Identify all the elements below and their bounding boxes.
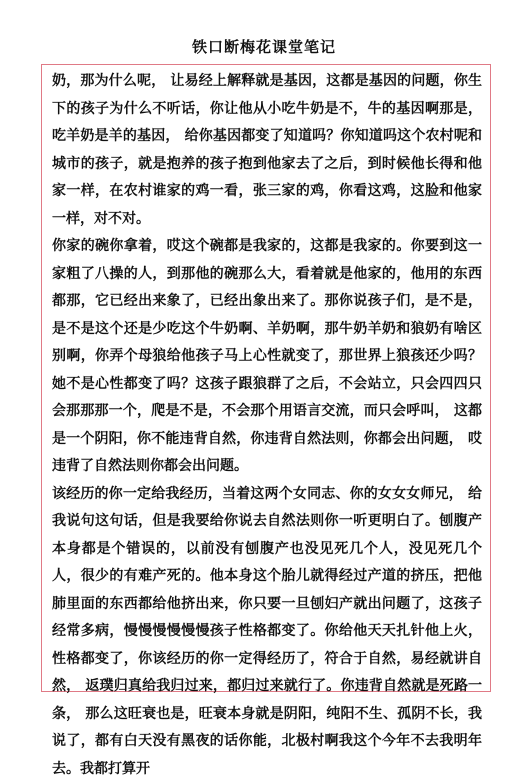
paragraph-1: 奶，那为什么呢， 让易经上解释就是基因，这都是基因的问题，你生下的孩子为什么不听话，你让他从小吃牛奶是不，牛的基因啊那是，吃羊奶是羊的基因， 给你基因都变了知道吗？你知道吗这个农村呢和城市的孩子，就是抱养的孩子抱到他家去了之后，到时候他长得和他家一样，在农村谁家的鸡一看，张三家的鸡，你看这鸡，这脸和他家一样，对不对。 [52, 68, 482, 233]
paragraph-3: 该经历的你一定给我经历，当着这两个女同志、你的女女女师兄， 给我说句这句话，但是我要给你说去自然法则你一听更明白了。刨腹产本身都是个错误的，以前没有刨腹产也没见死几个人，没见死几个人，很少的有难产死的。他本身这个胎儿就得经过产道的挤压，把他肺里面的东西都给他挤出来，你只要一旦刨妇产就出问题了，这孩子经常多病，慢慢慢慢慢慢孩子性格都变了。你给他天天扎针他上火，性格都变了，你该经历的你一定得经历了，符合于自然，易经就讲自然， 返璞归真给我归过来，都归过来就行了。你违背自然就是死路一条， 那么这旺衰也是，旺衰本身就是阴阳，纯阳不生、孤阴不长，我说了，都有白天没有黑夜的话你能，北极村啊我这个今年不去我明年去。我都打算开 [52, 481, 482, 783]
paragraph-2: 你家的碗你拿着，哎这个碗都是我家的，这都是我家的。你要到这一家粗了八操的人，到那他的碗那么大，看着就是他家的，他用的东西都那，它已经出来象了，已经出象出来了。那你说孩子们，是不是，是不是这个还是少吃这个牛奶啊、羊奶啊，那牛奶羊奶和狼奶有啥区别啊，你弄个母狼给他孩子马上心性就变了，那世界上狼孩还少吗？她不是心性都变了吗？这孩子跟狼群了之后，不会站立，只会四四只会那那那一个，爬是不是，不会那个用语言交流，而只会呼叫， 这都是一个阴阳，你不能违背自然，你违背自然法则，你都会出问题， 哎违背了自然法则你都会出问题。 [52, 233, 482, 481]
page-title: 铁口断梅花课堂笔记 [0, 36, 528, 57]
note-frame [41, 64, 491, 692]
